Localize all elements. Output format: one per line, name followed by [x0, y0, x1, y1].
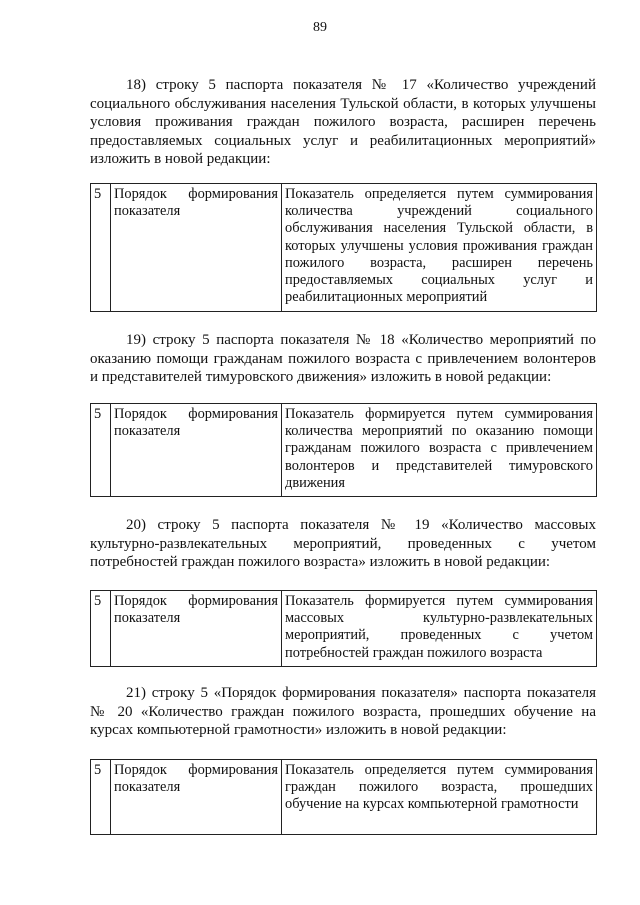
table-row: [91, 591, 597, 667]
row-name-cell: Порядок формирования показателя: [111, 184, 282, 312]
row-text-cell: Показатель определяется путем суммирования количества учреждений социального обслуживания населения Тульской области, в которых улучшены условия проживания граждан пожилого возраста, расширен перечень предоставляемых социальных услуг и реабилитационных мероприятий: [282, 184, 597, 312]
row-number-cell: 5: [91, 591, 111, 667]
row-number-cell: 5: [91, 404, 111, 497]
table-row: [91, 404, 597, 497]
page-number: 89: [313, 20, 327, 35]
indicator-table-18: [90, 403, 597, 497]
paragraph-text: 21) строку 5 «Порядок формирования показателя» паспорта показателя № 20 «Количество граждан пожилого возраста, прошедших обучение на курсах компьютерной грамотности» изложить в новой редакции:: [90, 685, 596, 738]
amendment-paragraph-20: [90, 516, 596, 572]
table-row: [91, 184, 597, 312]
indicator-table-19: [90, 590, 597, 667]
table-row: [91, 760, 597, 835]
amendment-paragraph-21: [90, 684, 596, 740]
row-text-cell: Показатель формируется путем суммирования массовых культурно-развлекательных мероприятий, проведенных с учетом потребностей граждан пожилого возраста: [282, 591, 597, 667]
indicator-table-17: [90, 183, 597, 312]
row-name-cell: Порядок формирования показателя: [111, 591, 282, 667]
row-text-cell: Показатель определяется путем суммирования граждан пожилого возраста, прошедших обучение на курсах компьютерной грамотности: [282, 760, 597, 835]
row-name-cell: Порядок формирования показателя: [111, 404, 282, 497]
paragraph-text: 19) строку 5 паспорта показателя № 18 «Количество мероприятий по оказанию помощи гражданам пожилого возраста с привлечением волонтеров и представителей тимуровского движения» изложить в новой редакции:: [90, 332, 596, 385]
row-name-cell: Порядок формирования показателя: [111, 760, 282, 835]
amendment-paragraph-19: [90, 331, 596, 387]
indicator-table-20: [90, 759, 597, 835]
row-number-cell: 5: [91, 184, 111, 312]
amendment-paragraph-18: [90, 76, 596, 169]
row-text-cell: Показатель формируется путем суммирования количества мероприятий по оказанию помощи гражданам пожилого возраста с привлечением волонтеров и представителей тимуровского движения: [282, 404, 597, 497]
paragraph-text: 20) строку 5 паспорта показателя № 19 «Количество массовых культурно-развлекательных мероприятий, проведенных с учетом потребностей граждан пожилого возраста» изложить в новой редакции:: [90, 517, 596, 570]
paragraph-text: 18) строку 5 паспорта показателя № 17 «Количество учреждений социального обслуживания населения Тульской области, в которых улучшены условия проживания граждан пожилого возраста, расширен перечень предоставляемых социальных услуг и реабилитационных мероприятий» изложить в новой редакции:: [90, 77, 596, 167]
row-number-cell: 5: [91, 760, 111, 835]
